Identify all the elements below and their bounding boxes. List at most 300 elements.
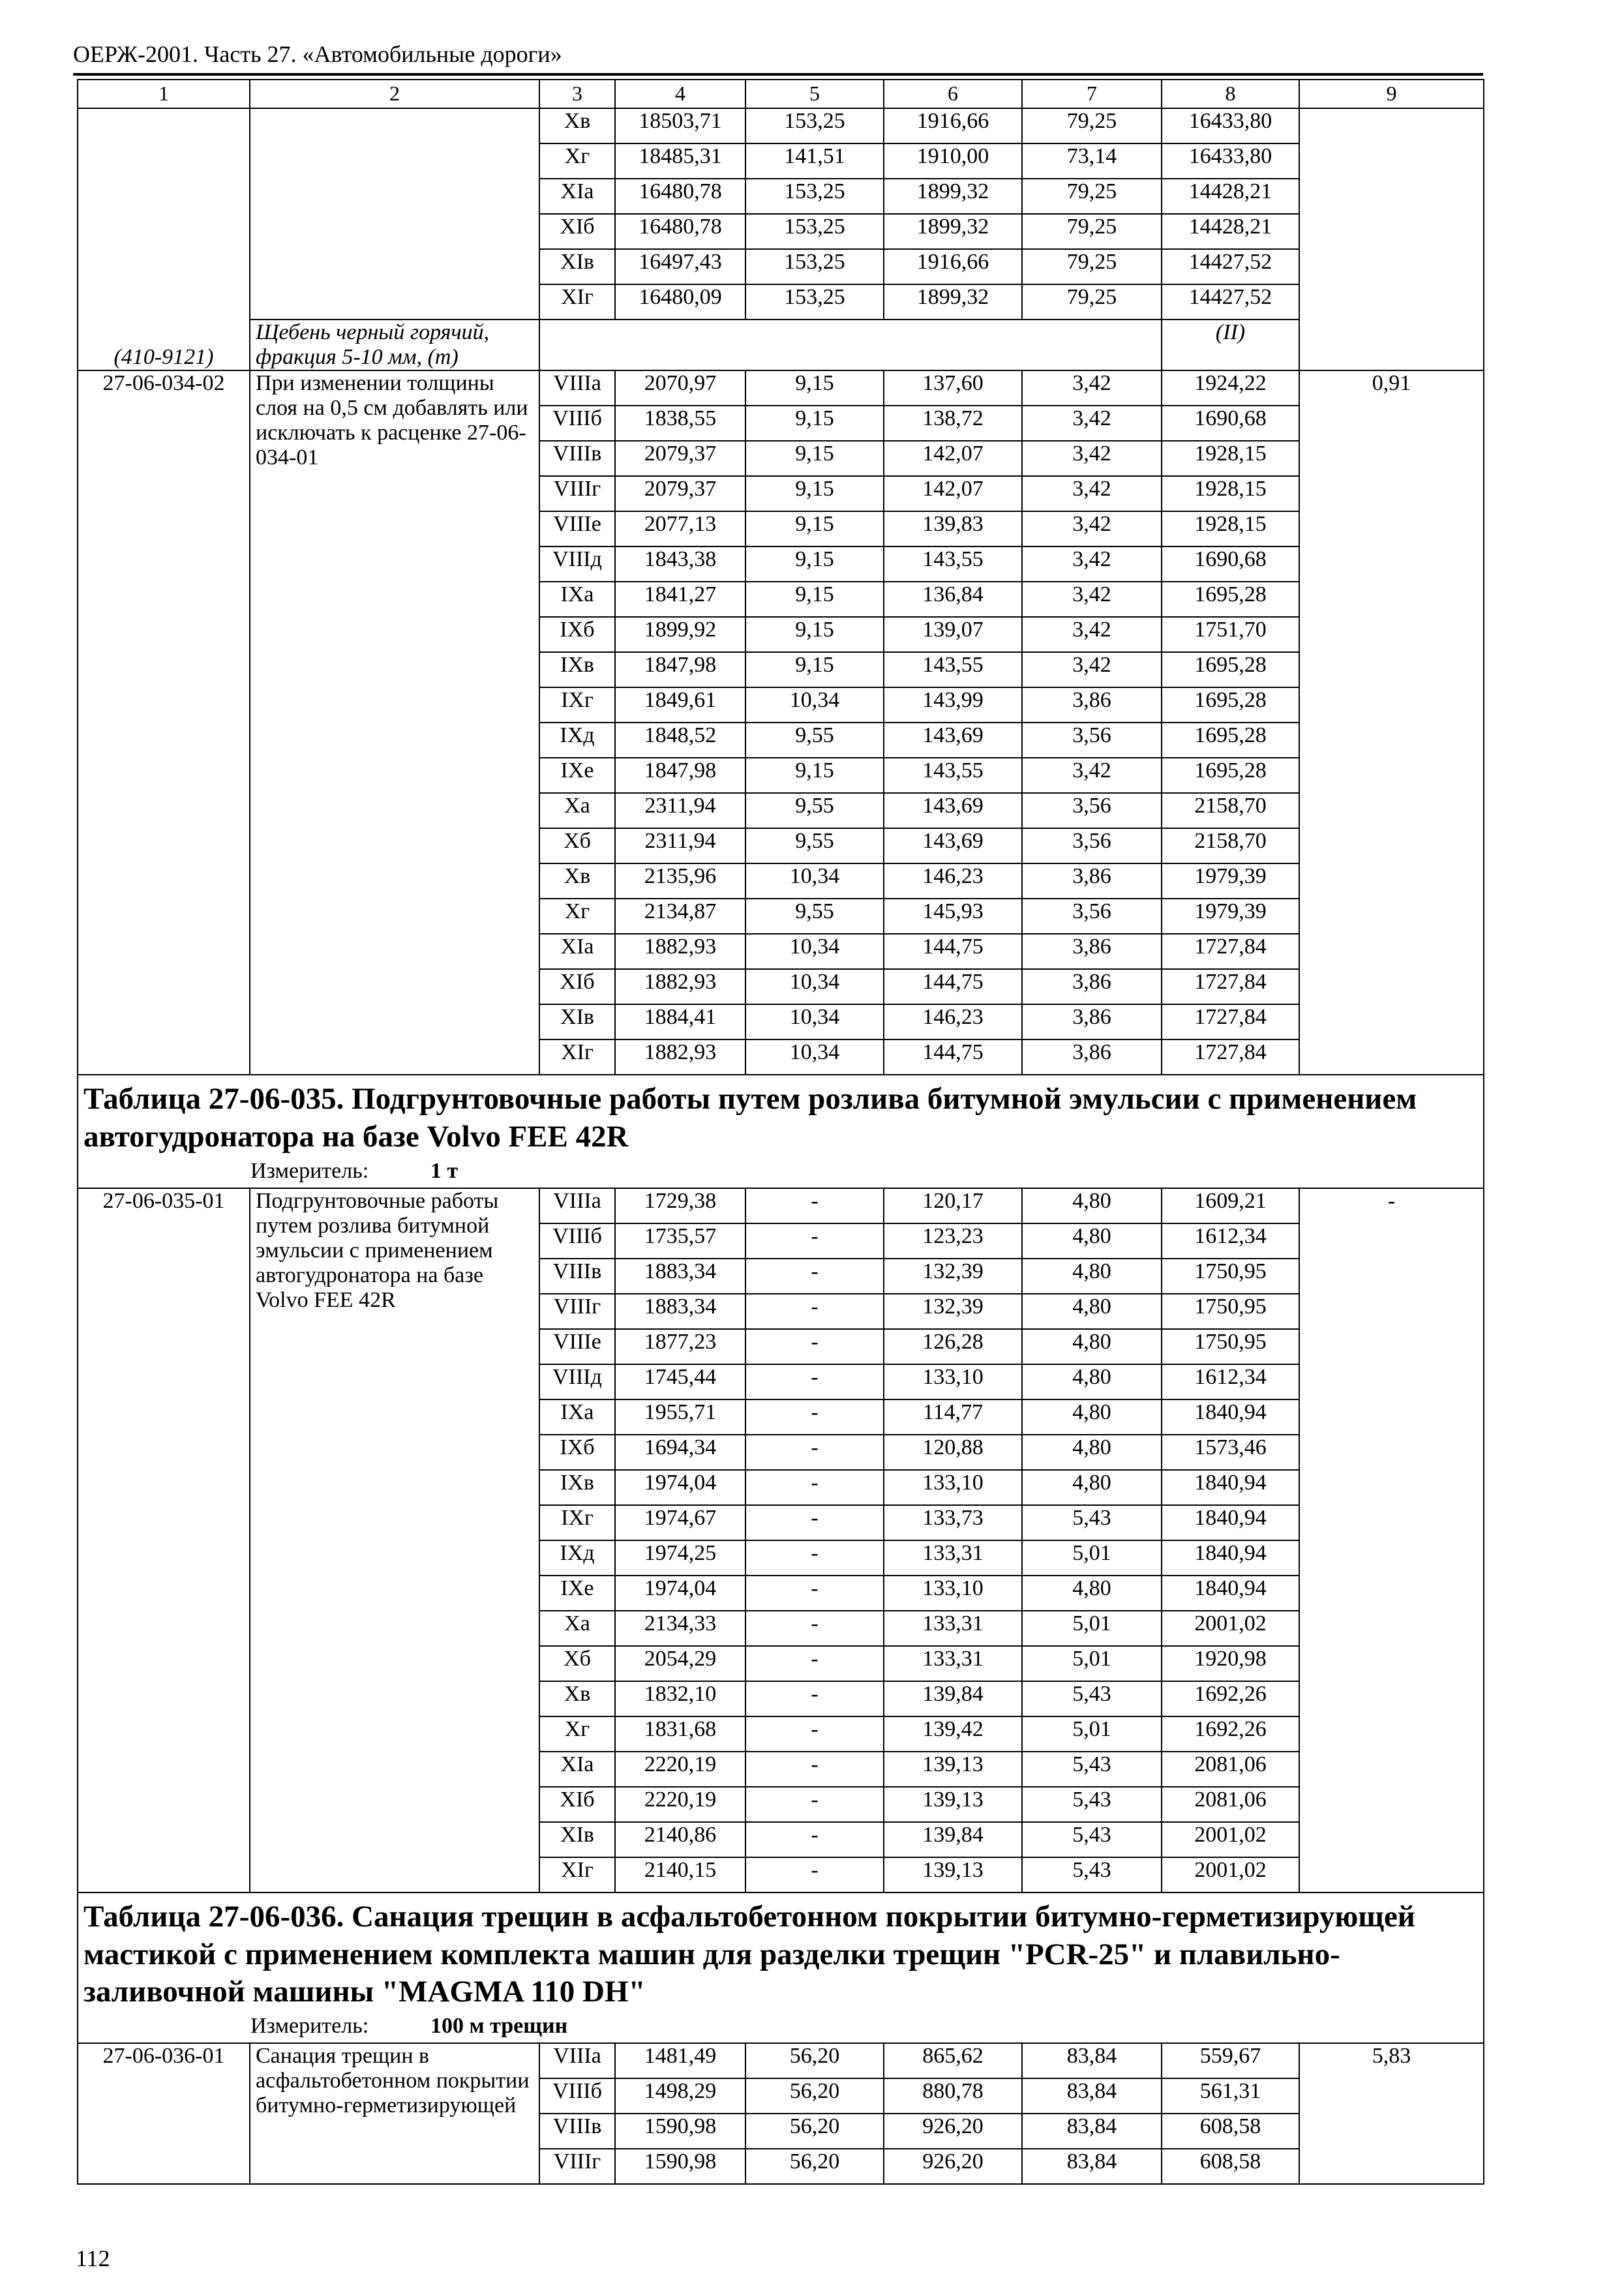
cell-operator-wages: 4,80 (1022, 1470, 1162, 1505)
cell-materials: 1840,94 (1162, 1540, 1299, 1576)
cell-materials: 1924,22 (1162, 370, 1299, 406)
cell-materials: 1928,15 (1162, 476, 1299, 511)
cell-worker-wages: 56,20 (745, 2149, 884, 2184)
cell-machine-operation: 123,23 (884, 1223, 1022, 1259)
cell-worker-wages: - (745, 1223, 884, 1259)
cell-operator-wages: 4,80 (1022, 1188, 1162, 1223)
cell-direct-costs: 2140,15 (615, 1857, 745, 1893)
cell-direct-costs: 1843,38 (615, 546, 745, 582)
cell-direct-costs: 1882,93 (615, 969, 745, 1004)
cell-worker-wages: - (745, 1540, 884, 1576)
cell-materials: 1840,94 (1162, 1470, 1299, 1505)
cell-materials: 1573,46 (1162, 1435, 1299, 1470)
cell-direct-costs: 1498,29 (615, 2078, 745, 2114)
cell-operator-wages: 3,56 (1022, 723, 1162, 758)
cell-worker-wages: - (745, 1576, 884, 1611)
cell-materials: 14428,21 (1162, 179, 1299, 214)
cell-operator-wages: 3,56 (1022, 899, 1162, 934)
cell-zone: IXг (539, 687, 615, 723)
cell-machine-operation: 133,10 (884, 1364, 1022, 1399)
cell-materials: 1695,28 (1162, 652, 1299, 687)
cell-operator-wages: 5,43 (1022, 1857, 1162, 1893)
cell-direct-costs: 2220,19 (615, 1752, 745, 1787)
cell-operator-wages: 83,84 (1022, 2078, 1162, 2114)
cell-zone: VIIIг (539, 2149, 615, 2184)
cell-direct-costs: 2079,37 (615, 441, 745, 476)
cell-machine-operation: 144,75 (884, 934, 1022, 969)
cell-worker-wages: 10,34 (745, 1040, 884, 1075)
cell-zone: Ха (539, 793, 615, 828)
cell-direct-costs: 1883,34 (615, 1259, 745, 1294)
cell-zone: Хг (539, 1716, 615, 1752)
cell-direct-costs: 1974,04 (615, 1470, 745, 1505)
cell-machine-operation: 139,84 (884, 1681, 1022, 1716)
cell-zone: IXе (539, 758, 615, 793)
cell-operator-wages: 79,25 (1022, 249, 1162, 284)
cell-zone: IXб (539, 1435, 615, 1470)
column-number: 9 (1299, 80, 1484, 108)
cell-direct-costs: 2220,19 (615, 1787, 745, 1822)
cell-machine-operation: 146,23 (884, 863, 1022, 899)
cell-zone: VIIIв (539, 441, 615, 476)
section-heading-cell (78, 1075, 1484, 1188)
cell-direct-costs: 1974,04 (615, 1576, 745, 1611)
cell-machine-operation: 1910,00 (884, 143, 1022, 179)
cell-worker-wages: 10,34 (745, 687, 884, 723)
cell-operator-wages: 3,86 (1022, 687, 1162, 723)
cell-worker-wages: 56,20 (745, 2078, 884, 2114)
table-row (78, 2043, 1484, 2078)
cell-machine-operation: 139,13 (884, 1752, 1022, 1787)
cell-operator-wages: 83,84 (1022, 2149, 1162, 2184)
cell-zone: XIа (539, 179, 615, 214)
unit-value: 1 т (430, 1158, 459, 1183)
cell-operator-wages: 3,42 (1022, 546, 1162, 582)
cell-materials: 1692,26 (1162, 1716, 1299, 1752)
cell-materials: 1928,15 (1162, 441, 1299, 476)
cell-machine-operation: 144,75 (884, 1040, 1022, 1075)
cell-materials: 1727,84 (1162, 1040, 1299, 1075)
cell-machine-operation: 133,31 (884, 1540, 1022, 1576)
cell-machine-operation: 880,78 (884, 2078, 1022, 2114)
cell-zone: Хв (539, 108, 615, 143)
column-number: 3 (539, 80, 615, 108)
cell-operator-wages: 5,01 (1022, 1611, 1162, 1646)
section-heading-cell (78, 1893, 1484, 2043)
cell-worker-wages: - (745, 1399, 884, 1435)
cell-zone: VIIIв (539, 2114, 615, 2149)
cell-machine-operation: 142,07 (884, 441, 1022, 476)
cell-col9: - (1299, 1188, 1484, 1893)
cell-zone: IXг (539, 1505, 615, 1540)
cell-operator-wages: 5,43 (1022, 1505, 1162, 1540)
cell-materials: 1750,95 (1162, 1294, 1299, 1329)
cell-machine-operation: 126,28 (884, 1329, 1022, 1364)
cell-worker-wages: - (745, 1646, 884, 1681)
cell-machine-operation: 133,73 (884, 1505, 1022, 1540)
material-code: (410-9121) (78, 108, 250, 370)
cell-machine-operation: 133,10 (884, 1470, 1022, 1505)
cell-machine-operation: 137,60 (884, 370, 1022, 406)
cell-worker-wages: 9,15 (745, 441, 884, 476)
cell-zone: IXд (539, 1540, 615, 1576)
cell-operator-wages: 83,84 (1022, 2114, 1162, 2149)
cell-materials: 1840,94 (1162, 1505, 1299, 1540)
cell-worker-wages: 56,20 (745, 2043, 884, 2078)
cell-direct-costs: 18485,31 (615, 143, 745, 179)
cell-direct-costs: 2079,37 (615, 476, 745, 511)
column-number: 5 (745, 80, 884, 108)
cell-materials: 559,67 (1162, 2043, 1299, 2078)
unit-label: Измеритель: (250, 1158, 369, 1183)
cell-zone: XIв (539, 249, 615, 284)
cell-materials: 1612,34 (1162, 1364, 1299, 1399)
cell-operator-wages: 83,84 (1022, 2043, 1162, 2078)
cell-machine-operation: 138,72 (884, 406, 1022, 441)
cell-zone: VIIIа (539, 370, 615, 406)
cell-worker-wages: 9,15 (745, 476, 884, 511)
material-spacer (539, 320, 1162, 370)
cell-zone: Ха (539, 1611, 615, 1646)
cell-operator-wages: 4,80 (1022, 1259, 1162, 1294)
running-header: ОЕРЖ-2001. Часть 27. «Автомобильные дороги» (73, 41, 562, 67)
cell-worker-wages: 9,15 (745, 617, 884, 652)
cell-zone: Хв (539, 863, 615, 899)
cell-direct-costs: 1841,27 (615, 582, 745, 617)
cell-zone: VIIIб (539, 2078, 615, 2114)
cell-direct-costs: 16497,43 (615, 249, 745, 284)
cell-machine-operation: 1916,66 (884, 249, 1022, 284)
cell-operator-wages: 3,42 (1022, 370, 1162, 406)
cell-machine-operation: 133,31 (884, 1646, 1022, 1681)
cell-operator-wages: 3,42 (1022, 476, 1162, 511)
cell-materials: 1727,84 (1162, 969, 1299, 1004)
cell-materials: 608,58 (1162, 2149, 1299, 2184)
table-section-heading (78, 1893, 1484, 2043)
cell-direct-costs: 2054,29 (615, 1646, 745, 1681)
cell-worker-wages: - (745, 1364, 884, 1399)
cell-machine-operation: 139,07 (884, 617, 1022, 652)
cell-direct-costs: 2134,33 (615, 1611, 745, 1646)
cell-materials: 2001,02 (1162, 1857, 1299, 1893)
cell-worker-wages: 141,51 (745, 143, 884, 179)
cell-direct-costs: 16480,78 (615, 214, 745, 249)
cell-operator-wages: 3,42 (1022, 406, 1162, 441)
cell-direct-costs: 1848,52 (615, 723, 745, 758)
cell-zone: IXа (539, 1399, 615, 1435)
cell-materials: 1690,68 (1162, 546, 1299, 582)
cell-direct-costs: 1955,71 (615, 1399, 745, 1435)
cell-machine-operation: 146,23 (884, 1004, 1022, 1040)
cell-worker-wages: 9,15 (745, 370, 884, 406)
cell-direct-costs: 1729,38 (615, 1188, 745, 1223)
cell-direct-costs: 1590,98 (615, 2114, 745, 2149)
unit-label: Измеритель: (250, 2014, 369, 2039)
cell-direct-costs: 1899,92 (615, 617, 745, 652)
cell-machine-operation: 926,20 (884, 2114, 1022, 2149)
cell-operator-wages: 3,42 (1022, 652, 1162, 687)
cell-materials: 1840,94 (1162, 1399, 1299, 1435)
cell-worker-wages: 9,15 (745, 582, 884, 617)
cell-direct-costs: 1838,55 (615, 406, 745, 441)
cell-machine-operation: 926,20 (884, 2149, 1022, 2184)
cell-direct-costs: 1877,23 (615, 1329, 745, 1364)
cell-zone: VIIIг (539, 476, 615, 511)
cell-direct-costs: 2134,87 (615, 899, 745, 934)
cell-operator-wages: 5,01 (1022, 1716, 1162, 1752)
rate-description: Санация трещин в асфальтобетонном покрытии битумно-герметизирующей (250, 2043, 539, 2184)
cell-direct-costs: 1481,49 (615, 2043, 745, 2078)
column-number: 6 (884, 80, 1022, 108)
cell-operator-wages: 4,80 (1022, 1329, 1162, 1364)
cell-machine-operation: 1899,32 (884, 284, 1022, 320)
rate-description: При изменении толщины слоя на 0,5 см добавлять или исключать к расценке 27-06-034-01 (250, 370, 539, 1075)
cell-materials: 2158,70 (1162, 828, 1299, 863)
cell-machine-operation: 120,17 (884, 1188, 1022, 1223)
cell-operator-wages: 4,80 (1022, 1364, 1162, 1399)
cell-materials: 1750,95 (1162, 1259, 1299, 1294)
cell-operator-wages: 4,80 (1022, 1399, 1162, 1435)
cell-zone: XIб (539, 214, 615, 249)
cell-machine-operation: 143,55 (884, 758, 1022, 793)
cell-zone: IXа (539, 582, 615, 617)
column-number: 2 (250, 80, 539, 108)
cell-materials: 14427,52 (1162, 249, 1299, 284)
cell-worker-wages: - (745, 1435, 884, 1470)
cell-description (250, 108, 539, 320)
cell-materials: 2001,02 (1162, 1822, 1299, 1857)
cell-materials: 1727,84 (1162, 934, 1299, 969)
cell-materials: 1690,68 (1162, 406, 1299, 441)
cell-zone: VIIIб (539, 1223, 615, 1259)
cell-operator-wages: 4,80 (1022, 1435, 1162, 1470)
rates-table (77, 79, 1484, 2185)
cell-machine-operation: 139,84 (884, 1822, 1022, 1857)
table-title: Таблица 27-06-035. Подгрунтовочные работы путем розлива битумной эмульсии с применением автогудронатора на базе Volvo FEE 42R (83, 1082, 1417, 1154)
cell-operator-wages: 3,56 (1022, 828, 1162, 863)
column-number: 8 (1162, 80, 1299, 108)
cell-worker-wages: - (745, 1752, 884, 1787)
cell-operator-wages: 79,25 (1022, 214, 1162, 249)
cell-zone: IXб (539, 617, 615, 652)
cell-machine-operation: 132,39 (884, 1259, 1022, 1294)
table-row (78, 370, 1484, 406)
cell-worker-wages: 9,55 (745, 828, 884, 863)
cell-direct-costs: 16480,78 (615, 179, 745, 214)
cell-operator-wages: 79,25 (1022, 284, 1162, 320)
cell-zone: XIб (539, 969, 615, 1004)
cell-zone: XIа (539, 934, 615, 969)
cell-operator-wages: 3,86 (1022, 934, 1162, 969)
cell-worker-wages: 9,55 (745, 793, 884, 828)
cell-machine-operation: 143,69 (884, 723, 1022, 758)
cell-materials: 608,58 (1162, 2114, 1299, 2149)
cell-direct-costs: 2077,13 (615, 511, 745, 546)
cell-machine-operation: 1899,32 (884, 179, 1022, 214)
cell-zone: XIа (539, 1752, 615, 1787)
cell-worker-wages: - (745, 1294, 884, 1329)
cell-materials: 2158,70 (1162, 793, 1299, 828)
cell-worker-wages: 9,15 (745, 758, 884, 793)
cell-zone: XIг (539, 1040, 615, 1075)
cell-operator-wages: 79,25 (1022, 179, 1162, 214)
cell-operator-wages: 5,43 (1022, 1822, 1162, 1857)
cell-machine-operation: 143,99 (884, 687, 1022, 723)
cell-operator-wages: 3,42 (1022, 582, 1162, 617)
page-number: 112 (76, 2245, 110, 2271)
cell-zone: Хг (539, 143, 615, 179)
unit-value: 100 м трещин (430, 2014, 568, 2039)
cell-operator-wages: 3,42 (1022, 758, 1162, 793)
cell-worker-wages: 153,25 (745, 108, 884, 143)
cell-operator-wages: 73,14 (1022, 143, 1162, 179)
cell-worker-wages: 10,34 (745, 934, 884, 969)
table-title: Таблица 27-06-036. Санация трещин в асфальтобетонном покрытии битумно-герметизирующей мастикой с применением комплекта машин для разделки трещин "PCR-25" и плавильно-заливочной машины "MAGMA 110 DH" (83, 1899, 1415, 2009)
cell-zone: VIIIг (539, 1294, 615, 1329)
cell-machine-operation: 143,69 (884, 793, 1022, 828)
cell-materials: 14427,52 (1162, 284, 1299, 320)
cell-worker-wages: - (745, 1716, 884, 1752)
cell-worker-wages: 153,25 (745, 179, 884, 214)
table-row (78, 1188, 1484, 1223)
cell-zone: VIIIа (539, 2043, 615, 2078)
cell-zone: IXд (539, 723, 615, 758)
cell-worker-wages: 56,20 (745, 2114, 884, 2149)
cell-direct-costs: 1745,44 (615, 1364, 745, 1399)
cell-operator-wages: 3,86 (1022, 863, 1162, 899)
cell-zone: IXв (539, 1470, 615, 1505)
cell-zone: Хб (539, 828, 615, 863)
cell-materials: 2081,06 (1162, 1752, 1299, 1787)
cell-machine-operation: 136,84 (884, 582, 1022, 617)
cell-machine-operation: 144,75 (884, 969, 1022, 1004)
cell-zone: IXв (539, 652, 615, 687)
cell-materials: 14428,21 (1162, 214, 1299, 249)
cell-direct-costs: 1883,34 (615, 1294, 745, 1329)
cell-materials: 16433,80 (1162, 108, 1299, 143)
column-number: 4 (615, 80, 745, 108)
cell-machine-operation: 142,07 (884, 476, 1022, 511)
cell-direct-costs: 16480,09 (615, 284, 745, 320)
cell-zone: IXе (539, 1576, 615, 1611)
cell-operator-wages: 3,42 (1022, 511, 1162, 546)
material-name: Щебень черный горячий, фракция 5-10 мм, (т) (250, 320, 539, 370)
cell-zone: XIб (539, 1787, 615, 1822)
cell-materials: 1695,28 (1162, 687, 1299, 723)
cell-worker-wages: - (745, 1259, 884, 1294)
cell-operator-wages: 3,56 (1022, 793, 1162, 828)
cell-worker-wages: 9,15 (745, 511, 884, 546)
column-number-row (78, 80, 1484, 108)
cell-operator-wages: 4,80 (1022, 1576, 1162, 1611)
cell-machine-operation: 139,13 (884, 1857, 1022, 1893)
cell-machine-operation: 139,83 (884, 511, 1022, 546)
cell-materials: 1751,70 (1162, 617, 1299, 652)
cell-worker-wages: - (745, 1470, 884, 1505)
cell-operator-wages: 3,86 (1022, 969, 1162, 1004)
cell-direct-costs: 1882,93 (615, 934, 745, 969)
cell-direct-costs: 1884,41 (615, 1004, 745, 1040)
cell-materials: 1840,94 (1162, 1576, 1299, 1611)
cell-worker-wages: 10,34 (745, 1004, 884, 1040)
rate-code: 27-06-035-01 (78, 1188, 250, 1893)
cell-worker-wages: 153,25 (745, 284, 884, 320)
cell-worker-wages: - (745, 1505, 884, 1540)
cell-col9 (1299, 108, 1484, 370)
cell-worker-wages: - (745, 1188, 884, 1223)
header-rule (73, 73, 1483, 76)
cell-machine-operation: 120,88 (884, 1435, 1022, 1470)
cell-materials: 1979,39 (1162, 863, 1299, 899)
cell-direct-costs: 1974,67 (615, 1505, 745, 1540)
cell-worker-wages: 10,34 (745, 969, 884, 1004)
cell-machine-operation: 145,93 (884, 899, 1022, 934)
rate-code: 27-06-034-02 (78, 370, 250, 1075)
cell-materials: 1750,95 (1162, 1329, 1299, 1364)
cell-zone: VIIIд (539, 1364, 615, 1399)
cell-materials: 1920,98 (1162, 1646, 1299, 1681)
cell-zone: VIIIб (539, 406, 615, 441)
cell-direct-costs: 1832,10 (615, 1681, 745, 1716)
cell-zone: VIIIе (539, 511, 615, 546)
cell-zone: VIIIд (539, 546, 615, 582)
cell-materials: 1695,28 (1162, 723, 1299, 758)
column-number: 7 (1022, 80, 1162, 108)
cell-materials: 1695,28 (1162, 758, 1299, 793)
cell-materials: 1695,28 (1162, 582, 1299, 617)
cell-materials: 1612,34 (1162, 1223, 1299, 1259)
cell-operator-wages: 4,80 (1022, 1294, 1162, 1329)
cell-direct-costs: 1882,93 (615, 1040, 745, 1075)
cell-direct-costs: 2135,96 (615, 863, 745, 899)
cell-zone: XIг (539, 284, 615, 320)
cell-direct-costs: 1831,68 (615, 1716, 745, 1752)
cell-zone: XIв (539, 1822, 615, 1857)
cell-machine-operation: 133,31 (884, 1611, 1022, 1646)
cell-operator-wages: 5,01 (1022, 1646, 1162, 1681)
cell-zone: VIIIе (539, 1329, 615, 1364)
cell-materials: 16433,80 (1162, 143, 1299, 179)
cell-operator-wages: 79,25 (1022, 108, 1162, 143)
cell-direct-costs: 18503,71 (615, 108, 745, 143)
cell-materials: 1727,84 (1162, 1004, 1299, 1040)
cell-worker-wages: 9,15 (745, 406, 884, 441)
cell-zone: Хб (539, 1646, 615, 1681)
cell-machine-operation: 143,55 (884, 652, 1022, 687)
cell-direct-costs: 1735,57 (615, 1223, 745, 1259)
cell-machine-operation: 132,39 (884, 1294, 1022, 1329)
cell-machine-operation: 865,62 (884, 2043, 1022, 2078)
cell-materials: 561,31 (1162, 2078, 1299, 2114)
cell-worker-wages: - (745, 1611, 884, 1646)
cell-worker-wages: - (745, 1329, 884, 1364)
cell-operator-wages: 5,43 (1022, 1752, 1162, 1787)
cell-materials: 1979,39 (1162, 899, 1299, 934)
cell-direct-costs: 1847,98 (615, 652, 745, 687)
cell-worker-wages: 9,15 (745, 652, 884, 687)
rate-code: 27-06-036-01 (78, 2043, 250, 2184)
cell-operator-wages: 3,42 (1022, 441, 1162, 476)
cell-machine-operation: 114,77 (884, 1399, 1022, 1435)
cell-materials: 2001,02 (1162, 1611, 1299, 1646)
cell-col9: 0,91 (1299, 370, 1484, 1075)
cell-worker-wages: 153,25 (745, 249, 884, 284)
column-number: 1 (78, 80, 250, 108)
cell-machine-operation: 1899,32 (884, 214, 1022, 249)
table-section-heading (78, 1075, 1484, 1188)
material-row (78, 320, 1484, 370)
cell-direct-costs: 1849,61 (615, 687, 745, 723)
